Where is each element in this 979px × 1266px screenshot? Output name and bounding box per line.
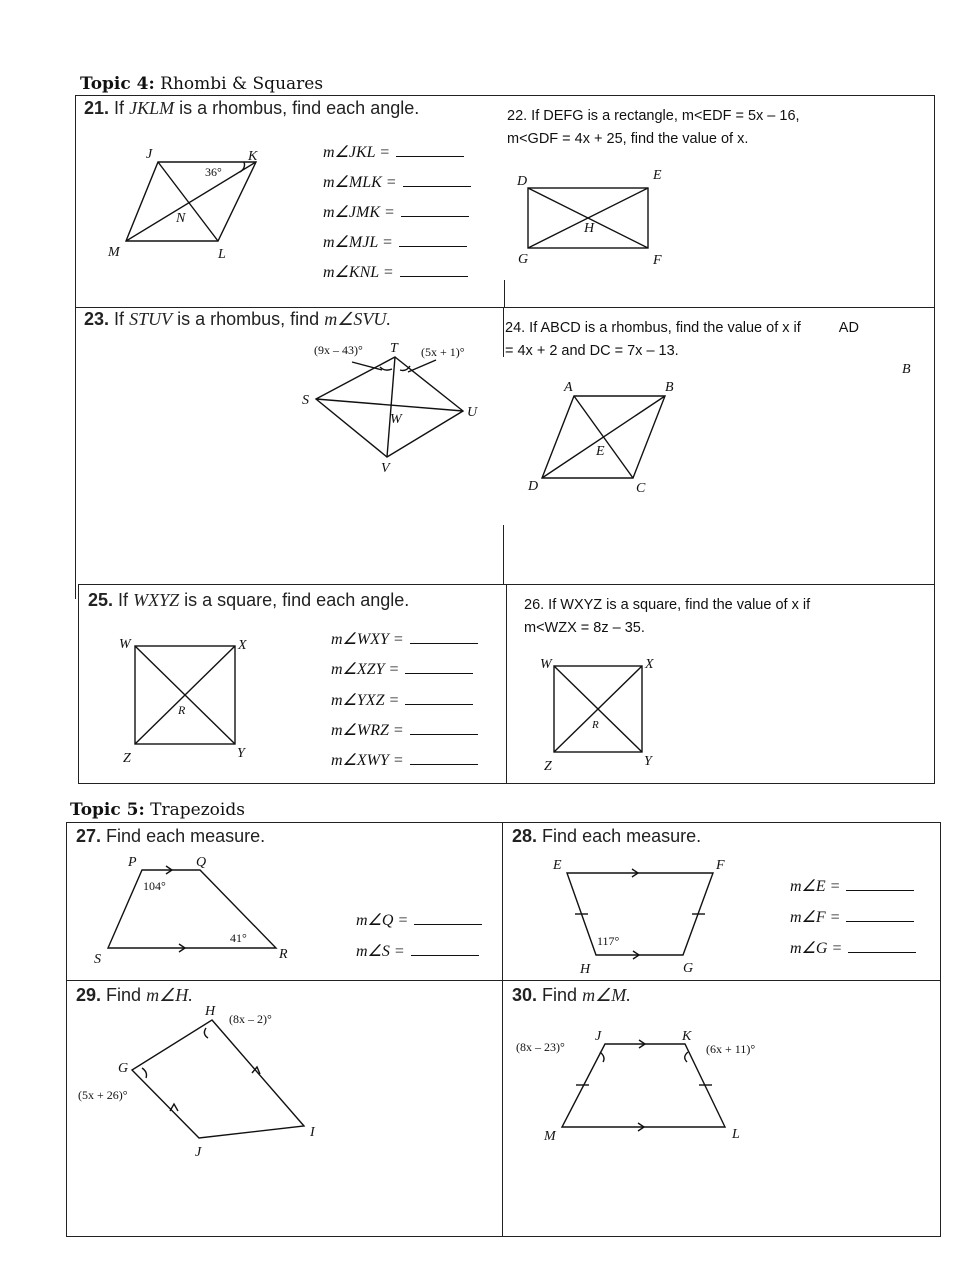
topic-5-title: Trapezoids [150,800,245,820]
q26-label-r: R [592,719,599,731]
q30-number: 30. [512,985,538,1005]
q21-shape: JKLM [129,98,175,118]
q21-label-j: J [146,147,153,162]
q26-label-w: W [540,657,552,672]
q25-label-r: R [178,703,186,717]
q30-target: m∠M. [582,985,631,1005]
q24-label-b: B [665,380,674,395]
q28-label-h: H [580,962,591,977]
topic-4-label: Topic 4: [80,74,155,94]
q22-label-d: D [517,174,528,189]
q23-number: 23. [84,309,110,329]
q21-suffix: is a rhombus, find each angle. [179,98,420,118]
q24-label-e: E [596,444,605,459]
q30-arc-k [685,1052,688,1062]
q21-answer-4-label: m∠MJL = [323,234,393,251]
q29-label-j: J [195,1145,202,1160]
q27-angle-r: 41° [230,931,247,945]
q30-text: Find [542,985,578,1005]
q30-label-k: K [682,1029,692,1044]
q25-suffix: is a square, find each angle. [184,590,410,610]
topic-5-label: Topic 5: [70,800,145,820]
q23-suffix: is a rhombus, find [177,309,320,329]
q28-label-g: G [683,961,694,976]
q29-target: m∠H. [146,985,193,1005]
q23-label-v: V [381,461,390,476]
q27-angle-p: 104° [143,879,166,893]
q27-answer-2-label: m∠S = [356,943,405,960]
q24-label-c: C [636,481,646,496]
q29-label-i: I [310,1125,315,1140]
q29-label-g: G [118,1061,129,1076]
q25-label-x: X [238,638,247,653]
q22-label-g: G [518,252,529,267]
q28-angle-h: 117° [597,934,620,948]
q25-label-w: W [119,637,131,652]
q26-label-z: Z [544,759,552,774]
q23-target: m∠SVU. [324,309,391,329]
q25-answer-4-label: m∠WRZ = [331,722,404,739]
q27-label-q: Q [196,855,207,870]
q27-number: 27. [76,826,102,846]
q25-answer-1-label: m∠WXY = [331,631,404,648]
q24-line-1-tail: AD [838,320,859,336]
q21-prefix: If [114,98,125,118]
q21-answer-1-label: m∠JKL = [323,144,391,161]
q25-answer-2-label: m∠XZY = [331,661,400,678]
q21-label-m: M [108,245,120,260]
q28-answer-1-label: m∠E = [790,878,841,895]
q29-expression-g: (5x + 26)° [78,1088,128,1102]
q28-label-e: E [553,858,562,873]
q21-answer-2-label: m∠MLK = [323,174,397,191]
q23-left-expression: (9x – 43)° [314,343,363,357]
q25-answer-3-label: m∠YXZ = [331,692,400,709]
q25-number: 25. [88,590,114,610]
q23-shape: STUV [129,309,173,329]
q27-answer-1-label: m∠Q = [356,912,409,929]
q26-label-y: Y [644,754,652,769]
q25-label-y: Y [237,746,245,761]
q21-number: 21. [84,98,110,118]
q23-label-u: U [467,405,478,420]
q23-prefix: If [114,309,125,329]
q24-line-2: = 4x + 2 and DC = 7x – 13. [505,343,679,359]
q21-angle-label: 36° [205,165,222,179]
q29-label-h: H [205,1004,216,1019]
q28-answer-3-label: m∠G = [790,940,843,957]
q21-answer-3-label: m∠JMK = [323,204,395,221]
q24-line-1: 24. If ABCD is a rhombus, find the value of x if [505,320,801,336]
q27-text: Find each measure. [106,826,266,846]
q25-answer-5-label: m∠XWY = [331,752,404,769]
q24-stray-label-b: B [902,362,911,377]
q21-answer-5-label: m∠KNL = [323,264,394,281]
q22-line-1: 22. If DEFG is a rectangle, m<EDF = 5x – 16, [507,108,800,124]
q28-text: Find each measure. [542,826,702,846]
q21-label-l: L [218,247,226,262]
q27-label-r: R [279,947,288,962]
q29-text: Find [106,985,142,1005]
q30-label-m: M [544,1129,556,1144]
q21-label-k: K [248,149,258,164]
q26-line-1: 26. If WXYZ is a square, find the value of x if [524,597,811,613]
q29-expression-h: (8x – 2)° [229,1012,272,1026]
q28-label-f: F [716,858,725,873]
q24-label-a: A [564,380,573,395]
q22-label-f: F [653,253,662,268]
q25-shape: WXYZ [133,590,180,610]
q23-label-w: W [390,412,402,427]
q27-label-p: P [128,855,137,870]
q21-label-n: N [176,211,186,226]
q28-answer-2-label: m∠F = [790,909,841,926]
q26-label-x: X [645,657,654,672]
q29-number: 29. [76,985,102,1005]
q26-line-2: m<WZX = 8z – 35. [524,620,645,636]
q30-label-j: J [595,1029,602,1044]
q22-label-h: H [584,221,595,236]
q30-label-l: L [732,1127,740,1142]
q28-number: 28. [512,826,538,846]
q22-label-e: E [653,168,662,183]
q22-line-2: m<GDF = 4x + 25, find the value of x. [507,131,749,147]
q23-label-s: S [302,393,309,408]
q25-prefix: If [118,590,129,610]
q30-expression-j: (8x – 23)° [516,1040,565,1054]
q23-label-t: T [390,341,398,356]
q30-expression-k: (6x + 11)° [706,1042,756,1056]
q24-label-d: D [528,479,539,494]
q23-right-expression: (5x + 1)° [421,345,465,359]
q25-label-z: Z [123,751,131,766]
q27-label-s: S [94,952,101,967]
topic-4-title: Rhombi & Squares [160,74,324,94]
